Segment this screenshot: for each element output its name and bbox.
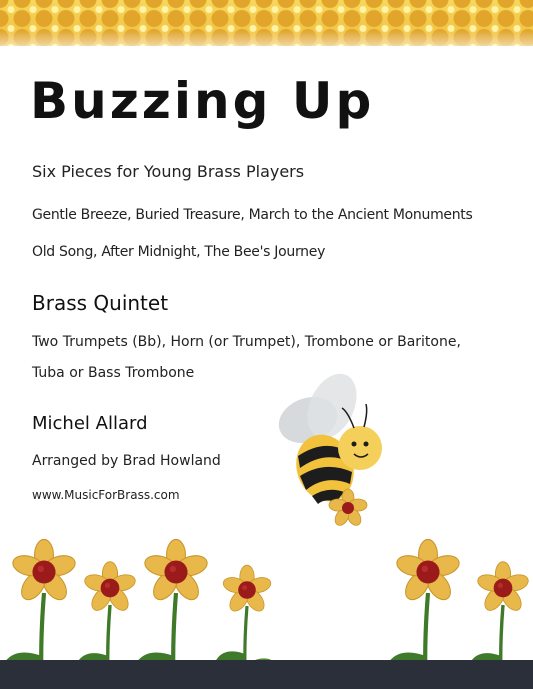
honeycomb-fade — [0, 30, 533, 46]
flower-icon — [2, 539, 84, 660]
bee-icon — [270, 368, 400, 528]
pieces-line-1: Gentle Breeze, Buried Treasure, March to the Ancient Monuments — [32, 207, 473, 223]
arranger-credit: Arranged by Brad Howland — [32, 453, 221, 469]
flower-icon — [76, 562, 142, 660]
instrumentation-line-2: Tuba or Bass Trombone — [32, 365, 195, 381]
ensemble-heading: Brass Quintet — [32, 291, 169, 315]
instrumentation-line-1: Two Trumpets (Bb), Horn (or Trumpet), Trombone or Baritone, — [32, 334, 461, 350]
flower-border — [0, 520, 533, 660]
cover-title: Buzzing Up — [30, 72, 375, 130]
flower-icon — [134, 539, 216, 660]
composer-name: Michel Allard — [32, 413, 148, 434]
flower-icon — [469, 562, 533, 660]
cover-subtitle: Six Pieces for Young Brass Players — [32, 162, 305, 181]
flower-icon — [386, 539, 468, 660]
footer-bar — [0, 660, 533, 689]
website-link[interactable]: www.MusicForBrass.com — [32, 488, 180, 502]
flower-icon — [215, 565, 277, 660]
pieces-line-2: Old Song, After Midnight, The Bee's Journey — [32, 244, 326, 260]
